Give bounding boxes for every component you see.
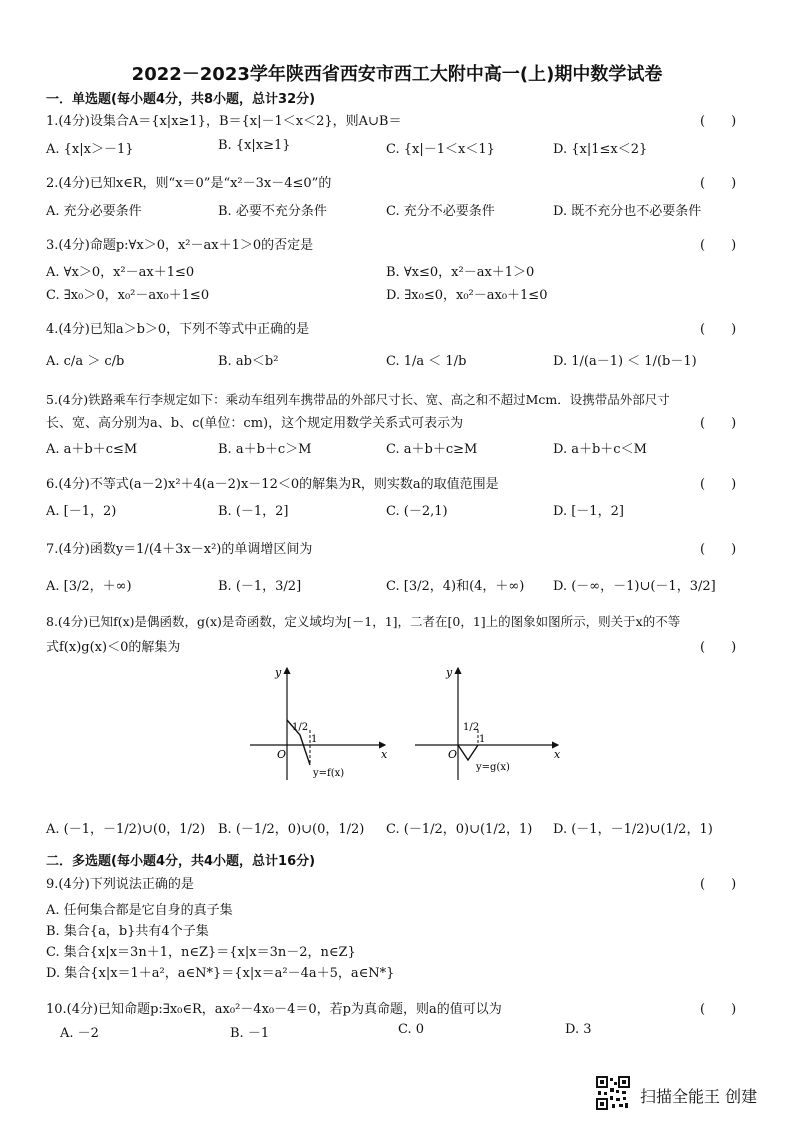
q3-option-b: B. ∀x≤0，x²－ax＋1＞0 (386, 265, 535, 280)
q7-option-d: D. (－∞，－1)∪(－1，3/2] (553, 579, 716, 594)
q5-option-a: A. a＋b＋c≤M (46, 442, 138, 457)
q1-option-a: A. {x|x＞－1} (46, 142, 134, 157)
page-title: 2022－2023学年陕西省西安市西工大附中高一(上)期中数学试卷 (131, 64, 663, 85)
q2-option-a: A. 充分必要条件 (46, 204, 142, 219)
q9-option-c: C. 集合{x|x＝3n＋1，n∈Z}＝{x|x＝3n－2，n∈Z} (46, 945, 356, 960)
q3-option-d: D. ∃x₀≤0，x₀²－ax₀＋1≤0 (386, 288, 548, 303)
q8-option-a: A. (－1，－1/2)∪(0，1/2) (46, 822, 206, 837)
q8-stem-line2: 式f(x)g(x)＜0的解集为 (46, 640, 181, 655)
q7-answer-blank: ( ) (700, 542, 737, 557)
graph-f (245, 660, 395, 785)
q6-option-b: B. (－1，2] (218, 504, 289, 519)
q10-answer-blank: ( ) (700, 1002, 737, 1017)
section-single-choice: 一．单选题(每小题4分，共8小题，总计32分) (46, 92, 316, 107)
q7-stem: 7.(4分)函数y＝1/(4＋3x－x²)的单调增区间为 (46, 542, 313, 557)
q7-option-c: C. [3/2，4)和(4，＋∞) (386, 579, 525, 594)
q3-answer-blank: ( ) (700, 238, 737, 253)
q3-stem: 3.(4分)命题p:∀x＞0，x²－ax＋1＞0的否定是 (46, 238, 314, 253)
scanner-watermark: 扫描全能王 创建 (640, 1087, 758, 1106)
g-one-label: 1 (479, 734, 486, 745)
q2-option-b: B. 必要不充分条件 (218, 204, 327, 219)
q5-option-b: B. a＋b＋c＞M (218, 442, 312, 457)
q1-option-c: C. {x|－1＜x＜1} (386, 142, 495, 157)
g-origin-label: O (448, 748, 458, 761)
q10-option-b: B. －1 (230, 1026, 270, 1041)
graph-g (410, 660, 565, 785)
q4-stem: 4.(4分)已知a＞b＞0，下列不等式中正确的是 (46, 322, 310, 337)
q8-option-b: B. (－1/2，0)∪(0，1/2) (218, 822, 365, 837)
q5-option-d: D. a＋b＋c＜M (553, 442, 647, 457)
f-one-label: 1 (311, 734, 318, 745)
q3-option-c: C. ∃x₀＞0，x₀²－ax₀＋1≤0 (46, 288, 210, 303)
q6-option-d: D. [－1，2] (553, 504, 624, 519)
q6-option-a: A. [－1，2) (46, 504, 117, 519)
q2-answer-blank: ( ) (700, 176, 737, 191)
q8-answer-blank: ( ) (700, 640, 737, 655)
q5-stem-line2: 长、宽、高分别为a、b、c(单位：cm)，这个规定用数学关系式可表示为 (46, 416, 464, 431)
q2-stem: 2.(4分)已知x∈R，则“x＝0”是“x²－3x－4≤0”的 (46, 176, 332, 191)
q4-answer-blank: ( ) (700, 322, 737, 337)
q2-option-d: D. 既不充分也不必要条件 (553, 204, 702, 219)
f-function-label: y=f(x) (313, 768, 345, 779)
q10-option-a: A. －2 (60, 1026, 99, 1041)
q9-answer-blank: ( ) (700, 877, 737, 892)
q4-option-b: B. ab＜b² (218, 354, 279, 369)
q2-option-c: C. 充分不必要条件 (386, 204, 495, 219)
q1-stem: 1.(4分)设集合A＝{x|x≥1}，B＝{x|－1＜x＜2}，则A∪B＝ (46, 114, 402, 129)
q7-option-b: B. (－1，3/2] (218, 579, 302, 594)
q6-option-c: C. (－2,1) (386, 504, 448, 519)
q10-option-d: D. 3 (565, 1022, 592, 1037)
q9-option-d: D. 集合{x|x＝1＋a²，a∈N*}＝{x|x＝a²－4a＋5，a∈N*} (46, 966, 395, 981)
g-y-label: y (446, 666, 453, 679)
q1-answer-blank: ( ) (700, 114, 737, 129)
q4-option-a: A. c/a ＞ c/b (46, 354, 125, 369)
q3-option-a: A. ∀x＞0，x²－ax＋1≤0 (46, 265, 195, 280)
q8-stem-line1: 8.(4分)已知f(x)是偶函数，g(x)是奇函数，定义域均为[－1，1]，二者在[0，1]上的图象如图所示，则关于x的不等 (46, 614, 681, 629)
f-x-label: x (381, 748, 388, 761)
g-half-label: 1/2 (463, 722, 480, 733)
q1-option-b: B. {x|x≥1} (218, 138, 291, 153)
g-function-label: y=g(x) (476, 762, 510, 773)
q5-option-c: C. a＋b＋c≥M (386, 442, 478, 457)
f-origin-label: O (277, 748, 287, 761)
f-half-label: 1/2 (292, 722, 309, 733)
q4-option-d: D. 1/(a－1) ＜ 1/(b－1) (553, 354, 697, 369)
g-curve (458, 745, 478, 760)
q9-option-a: A. 任何集合都是它自身的真子集 (46, 903, 233, 918)
q7-option-a: A. [3/2，＋∞) (46, 579, 132, 594)
q6-answer-blank: ( ) (700, 477, 737, 492)
q10-stem: 10.(4分)已知命题p:∃x₀∈R，ax₀²－4x₀－4＝0，若p为真命题，则a的值可以为 (46, 1002, 502, 1017)
q9-stem: 9.(4分)下列说法正确的是 (46, 877, 194, 892)
section-multiple-choice: 二．多选题(每小题4分，共4小题，总计16分) (46, 854, 316, 869)
q6-stem: 6.(4分)不等式(a－2)x²＋4(a－2)x－12＜0的解集为R，则实数a的取值范围是 (46, 477, 499, 492)
qr-code-icon (596, 1076, 630, 1110)
f-y-label: y (275, 666, 282, 679)
q9-option-b: B. 集合{a，b}共有4个子集 (46, 924, 209, 939)
g-x-label: x (554, 748, 561, 761)
q5-answer-blank: ( ) (700, 416, 737, 431)
q4-option-c: C. 1/a ＜ 1/b (386, 354, 467, 369)
q1-option-d: D. {x|1≤x＜2} (553, 142, 648, 157)
q8-option-d: D. (－1，－1/2)∪(1/2，1) (553, 822, 713, 837)
q8-option-c: C. (－1/2，0)∪(1/2，1) (386, 822, 533, 837)
q10-option-c: C. 0 (398, 1022, 425, 1037)
q5-stem-line1: 5.(4分)铁路乘车行李规定如下：乘动车组列车携带品的外部尺寸长、宽、高之和不超过Mcm．设携带品外部尺寸 (46, 392, 670, 407)
